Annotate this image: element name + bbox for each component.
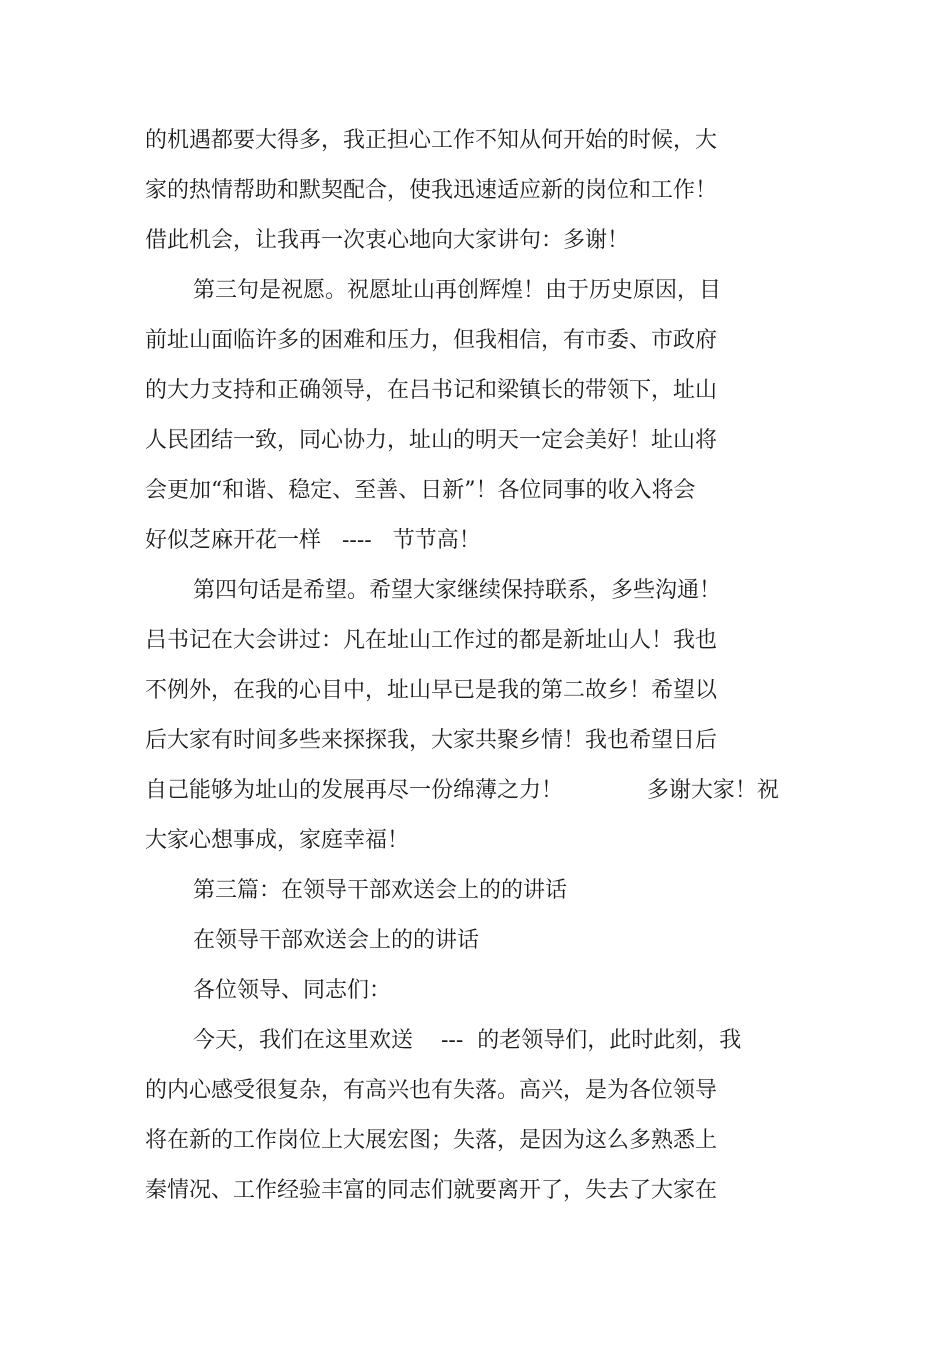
text-line: 借此机会，让我再一次衷心地向大家讲句：多谢！: [145, 228, 630, 253]
paragraph-start-line: 第三句是祝愿。祝愿址山再创辉煌！由于历史原因，目: [193, 278, 722, 303]
text-line: 的内心感受很复杂，有高兴也有失落。高兴，是为各位领导: [145, 1078, 718, 1103]
text-line: 好似芝麻开花一样 ---- 节节高！: [145, 528, 481, 553]
text-line: 吕书记在大会讲过：凡在址山工作过的都是新址山人！我也: [145, 628, 718, 653]
text-line: 的机遇都要大得多，我正担心工作不知从何开始的时候，大: [145, 128, 718, 153]
speech-title: 在领导干部欢送会上的的讲话: [193, 928, 480, 953]
text-line: 人民团结一致，同心协力，址山的明天一定会美好！址山将: [145, 428, 718, 453]
paragraph-start-line: 第四句话是希望。希望大家继续保持联系，多些沟通！: [193, 578, 722, 603]
paragraph-start-line: 今天，我们在这里欢送 --- 的老领导们，此时此刻，我: [193, 1028, 742, 1053]
text-line: 自己能够为址山的发展再尽一份绵薄之力！ 多谢大家！祝: [145, 778, 779, 803]
text-line: 不例外，在我的心目中，址山早已是我的第二故乡！希望以: [145, 678, 718, 703]
salutation: 各位领导、同志们：: [193, 978, 392, 1003]
text-line: 会更加“和谐、稳定、至善、日新”！各位同事的收入将会: [145, 478, 696, 503]
text-line: 后大家有时间多些来探探我，大家共聚乡情！我也希望日后: [145, 728, 718, 753]
text-line: 大家心想事成，家庭幸福！: [145, 828, 410, 853]
text-line: 前址山面临许多的困难和压力，但我相信，有市委、市政府: [145, 328, 718, 353]
text-line: 秦情况、工作经验丰富的同志们就要离开了，失去了大家在: [145, 1178, 718, 1203]
text-line: 家的热情帮助和默契配合，使我迅速适应新的岗位和工作！: [145, 178, 718, 203]
text-line: 的大力支持和正确领导，在吕书记和梁镇长的带领下，址山: [145, 378, 718, 403]
section-heading: 第三篇：在领导干部欢送会上的的讲话: [193, 878, 568, 903]
text-line: 将在新的工作岗位上大展宏图；失落，是因为这么多熟悉上: [145, 1128, 718, 1153]
